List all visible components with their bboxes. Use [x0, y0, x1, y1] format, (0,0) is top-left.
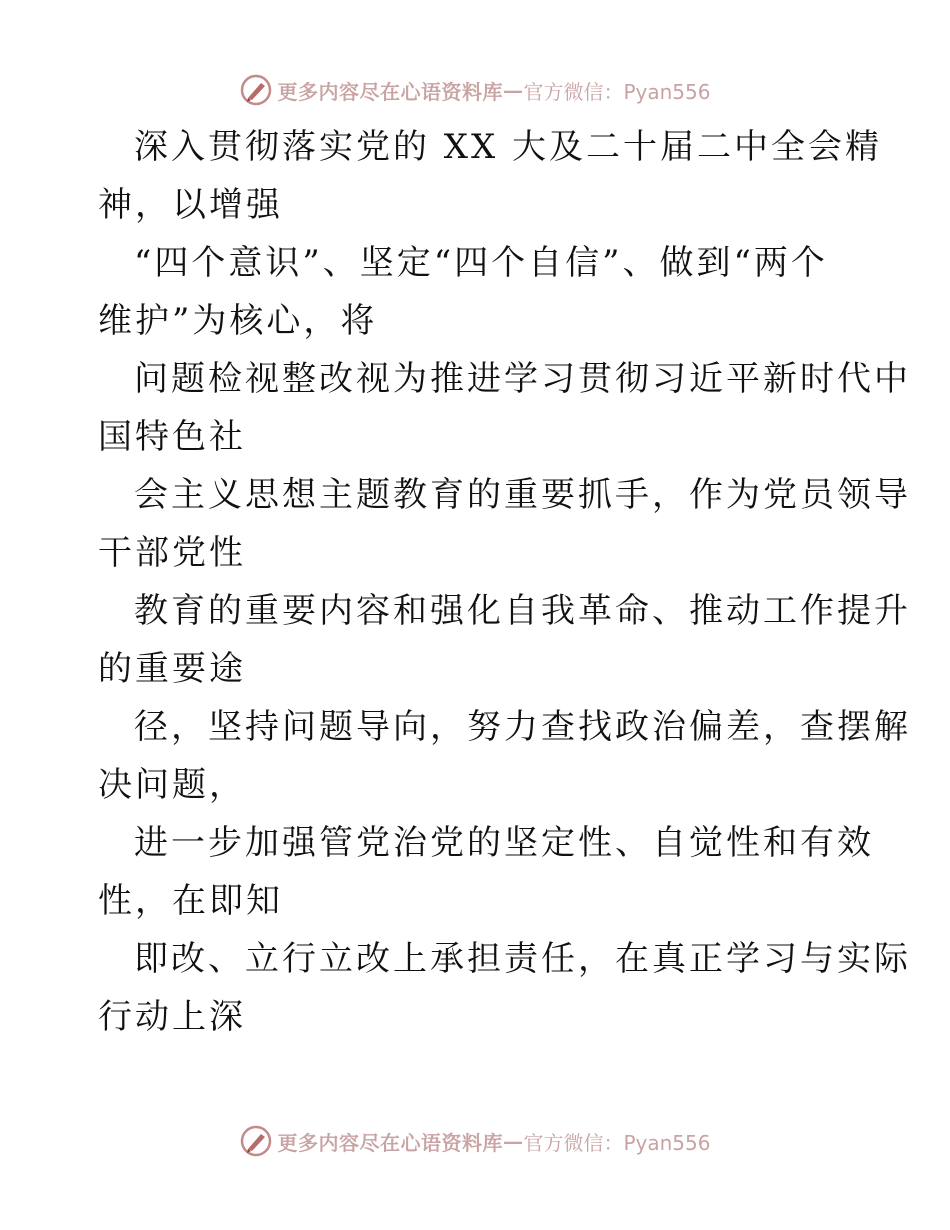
watermark-dash: —	[502, 78, 524, 102]
text-line: 维护”为核心，将	[98, 301, 378, 341]
pen-logo-icon	[239, 1124, 273, 1158]
text-line: 神，以增强	[98, 185, 283, 225]
pen-logo-icon	[239, 73, 273, 107]
text-line: 国特色社	[98, 417, 246, 457]
text-line: 深入贯彻落实党的 XX 大及二十届二中全会精	[134, 127, 883, 167]
footer-watermark	[0, 1121, 950, 1161]
text-line: 进一步加强管党治党的坚定性、自觉性和有效	[134, 823, 874, 863]
watermark-main-text: 更多内容尽在心语资料库	[277, 79, 503, 104]
header-watermark	[0, 70, 950, 110]
text-line: 问题检视整改视为推进学习贯彻习近平新时代中	[134, 359, 911, 399]
document-body	[98, 118, 911, 1046]
text-line: 会主义思想主题教育的重要抓手，作为党员领导	[134, 475, 911, 515]
text-line: 决问题，	[98, 765, 246, 805]
text-line: 即改、立行立改上承担责任，在真正学习与实际	[134, 939, 911, 979]
watermark-main-text: 更多内容尽在心语资料库	[277, 1130, 503, 1155]
text-line: “四个意识”、坚定“四个自信”、做到“两个	[134, 243, 828, 283]
text-line: 行动上深	[98, 997, 246, 1037]
text-line: 干部党性	[98, 533, 246, 573]
watermark-dash: —	[502, 1129, 524, 1153]
text-line: 教育的重要内容和强化自我革命、推动工作提升	[134, 591, 911, 631]
watermark-suffix-text: 官方微信：Pyan556	[523, 1130, 711, 1155]
text-line: 径，坚持问题导向，努力查找政治偏差，查摆解	[134, 707, 911, 747]
text-line: 性，在即知	[98, 881, 283, 921]
text-line: 的重要途	[98, 649, 246, 689]
watermark-suffix-text: 官方微信：Pyan556	[523, 79, 711, 104]
